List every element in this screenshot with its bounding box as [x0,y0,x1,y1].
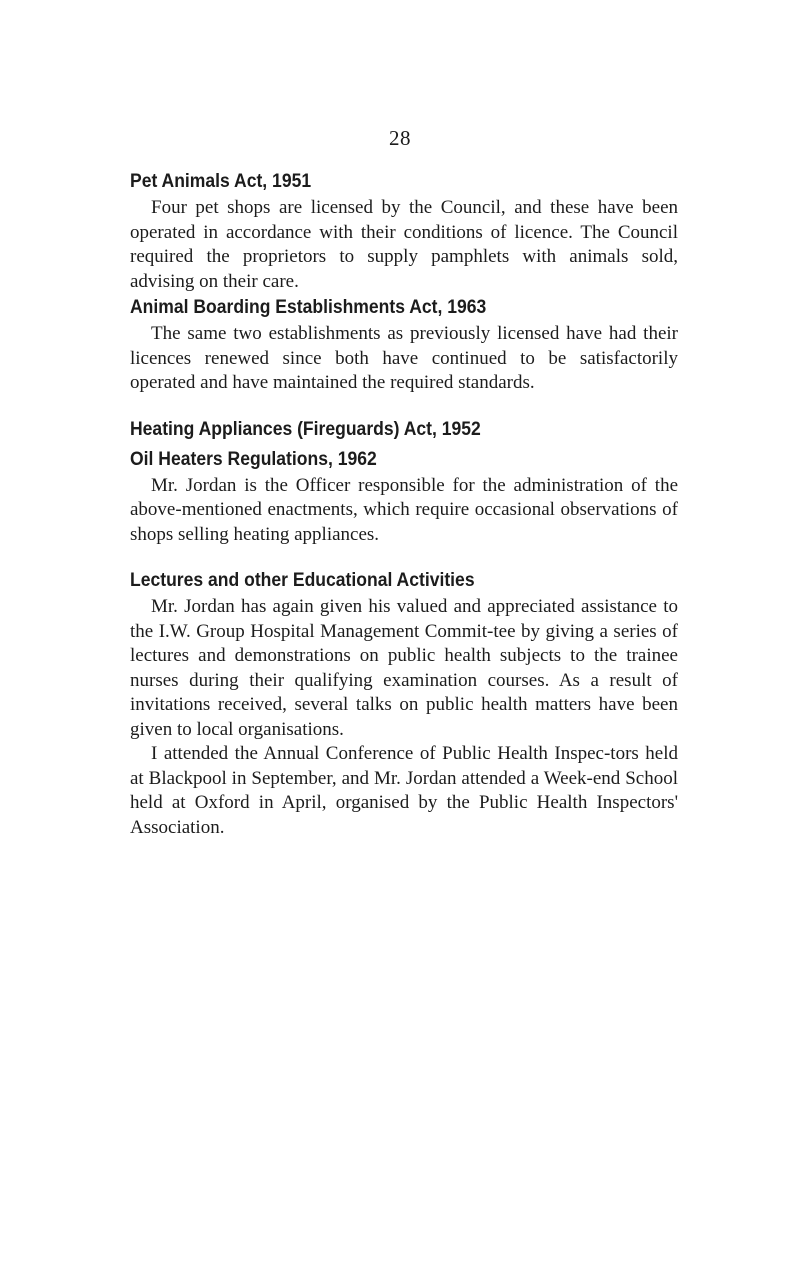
section-animal-boarding-act [130,294,678,396]
page-content [130,168,678,840]
section-paragraph: Four pet shops are licensed by the Council, and these have been operated in accordance with their conditions of licence. The Council required the proprietors to supply pamphlets with animals sold, advising on their care. [130,197,678,292]
section-heating-appliances-act [130,416,678,548]
section-paragraph: Mr. Jordan has again given his valued and appreciated assistance to the I.W. Group Hospital Management Commit-tee by giving a series of lectures and demonstrations on public health subjects to the trainee nurses during their qualifying examination courses. As a result of invitations received, several talks on public health matters have been given to local organisations. [130,596,678,740]
section-heading: Heating Appliances (Fireguards) Act, 1952 [130,417,481,440]
section-heading: Animal Boarding Establishments Act, 1963 [130,296,487,318]
section-heading: Pet Animals Act, 1951 [130,170,312,192]
section-subheading: Oil Heaters Regulations, 1962 [130,447,377,470]
page-number: 28 [389,126,411,150]
section-paragraph: I attended the Annual Conference of Public Health Inspec-tors held at Blackpool in September, and Mr. Jordan attended a Week-end School held at Oxford in April, organised by the Public Health Inspectors' Association. [130,743,678,838]
section-heading: Lectures and other Educational Activities [130,569,475,591]
section-pet-animals-act [130,168,678,294]
section-paragraph: Mr. Jordan is the Officer responsible for the administration of the above-mentioned enactments, which require occasional observations of shops selling heating appliances. [130,474,678,545]
section-paragraph: The same two establishments as previously licensed have had their licences renewed since both have continued to be satisfactorily operated and have maintained the required standards. [130,323,678,393]
section-lectures-educational [130,567,678,840]
